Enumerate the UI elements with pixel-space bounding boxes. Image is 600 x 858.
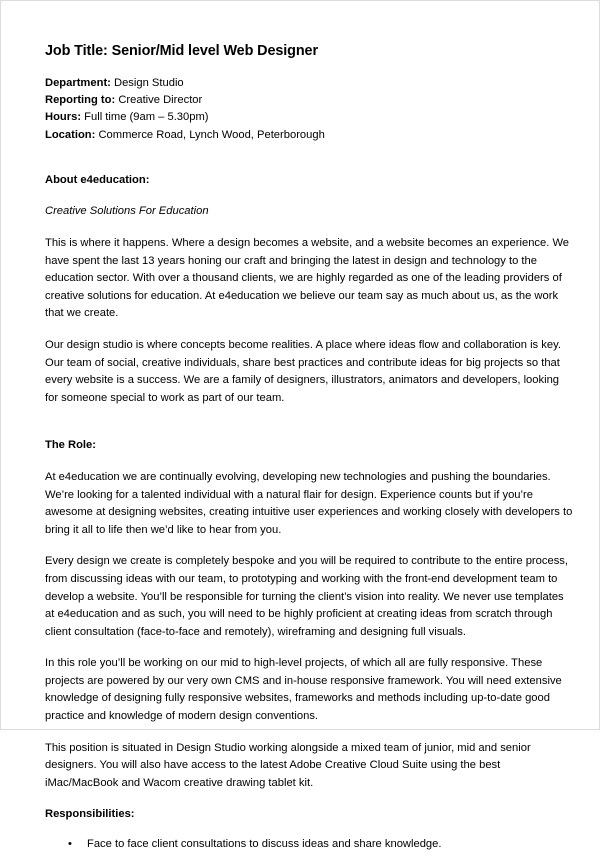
document-body bbox=[45, 41, 574, 858]
meta-value-department: Design Studio bbox=[110, 77, 184, 89]
list-item bbox=[45, 836, 574, 854]
role-paragraph-1: At e4education we are continually evolving, developing new technologies and pushing the boundaries. We’re looking for a talented individual with a natural flair for design. Experience counts but if you’re awesome at designing websites, creating intuitive user experiences and working closely with developers to bring it all to life then we’d like to hear from you. bbox=[45, 470, 573, 536]
meta-label-department: Department: bbox=[45, 77, 111, 89]
job-title-heading: Job Title: Senior/Mid level Web Designer bbox=[45, 43, 318, 59]
bullet-point-icon: • bbox=[68, 838, 72, 851]
meta-value-reporting-to: Creative Director bbox=[115, 94, 203, 107]
list-item-label: Face to face client consultations to discuss ideas and share knowledge. bbox=[87, 838, 442, 851]
meta-row-reporting-to bbox=[45, 92, 574, 109]
meta-value-hours: Full time (9am – 5.30pm) bbox=[81, 111, 209, 124]
role-paragraph-3: In this role you’ll be working on our mid to high-level projects, of which all are fully responsive. These projects are powered by our very own CMS and in-house responsive framework. You will need extensive knowledge of designing fully responsive websites, frameworks and methods including up-to-date good practice and knowledge of modern design conventions. bbox=[45, 657, 562, 723]
meta-label-hours: Hours: bbox=[45, 111, 82, 124]
job-meta-block bbox=[45, 75, 574, 144]
meta-label-reporting-to: Reporting to: bbox=[45, 94, 116, 107]
responsibilities-list bbox=[45, 836, 574, 854]
meta-row-location bbox=[45, 127, 574, 144]
meta-value-location: Commerce Road, Lynch Wood, Peterborough bbox=[95, 128, 325, 141]
meta-row-department bbox=[45, 75, 574, 92]
meta-label-location: Location: bbox=[45, 128, 96, 141]
role-paragraph-2: Every design we create is completely bespoke and you will be required to contribute to the entire process, from discussing ideas with our team, to prototyping and working with the front-end development team to develop a website. You’ll be responsible for turning the client’s vision into reality. We never use templates at e4education and as such, you will need to be highly proficient at creating ideas from scratch through client consultation (face-to-face and remotely), wireframing and designing full visuals. bbox=[45, 555, 568, 638]
about-paragraph-2: Our design studio is where concepts become realities. A place where ideas flow and collaboration is key. Our team of social, creative individuals, share best practices and contribute ideas for big projects so that every website is a success. We are a family of designers, illustrators, animators and developers, looking for someone special to work as part of our team. bbox=[45, 338, 561, 404]
about-paragraph-1: This is where it happens. Where a design becomes a website, and a website becomes an experience. We have spent the last 13 years honing our craft and bringing the latest in design and technology to the education sector. With over a thousand clients, we are highly regarded as one of the leading providers of creative solutions for education. At e4education we believe our team say as much about us, as the work that we create. bbox=[45, 237, 570, 320]
meta-row-hours bbox=[45, 109, 574, 126]
role-section-heading: The Role: bbox=[45, 439, 96, 452]
about-tagline: Creative Solutions For Education bbox=[45, 205, 209, 218]
about-section-heading: About e4education: bbox=[45, 173, 150, 186]
responsibilities-section-heading: Responsibilities: bbox=[45, 808, 135, 821]
role-paragraph-4: This position is situated in Design Studio working alongside a mixed team of junior, mid and senior designers. You will also have access to the latest Adobe Creative Cloud Suite using the best iMac/MacBook and Wacom creative drawing tablet kit. bbox=[45, 741, 531, 789]
